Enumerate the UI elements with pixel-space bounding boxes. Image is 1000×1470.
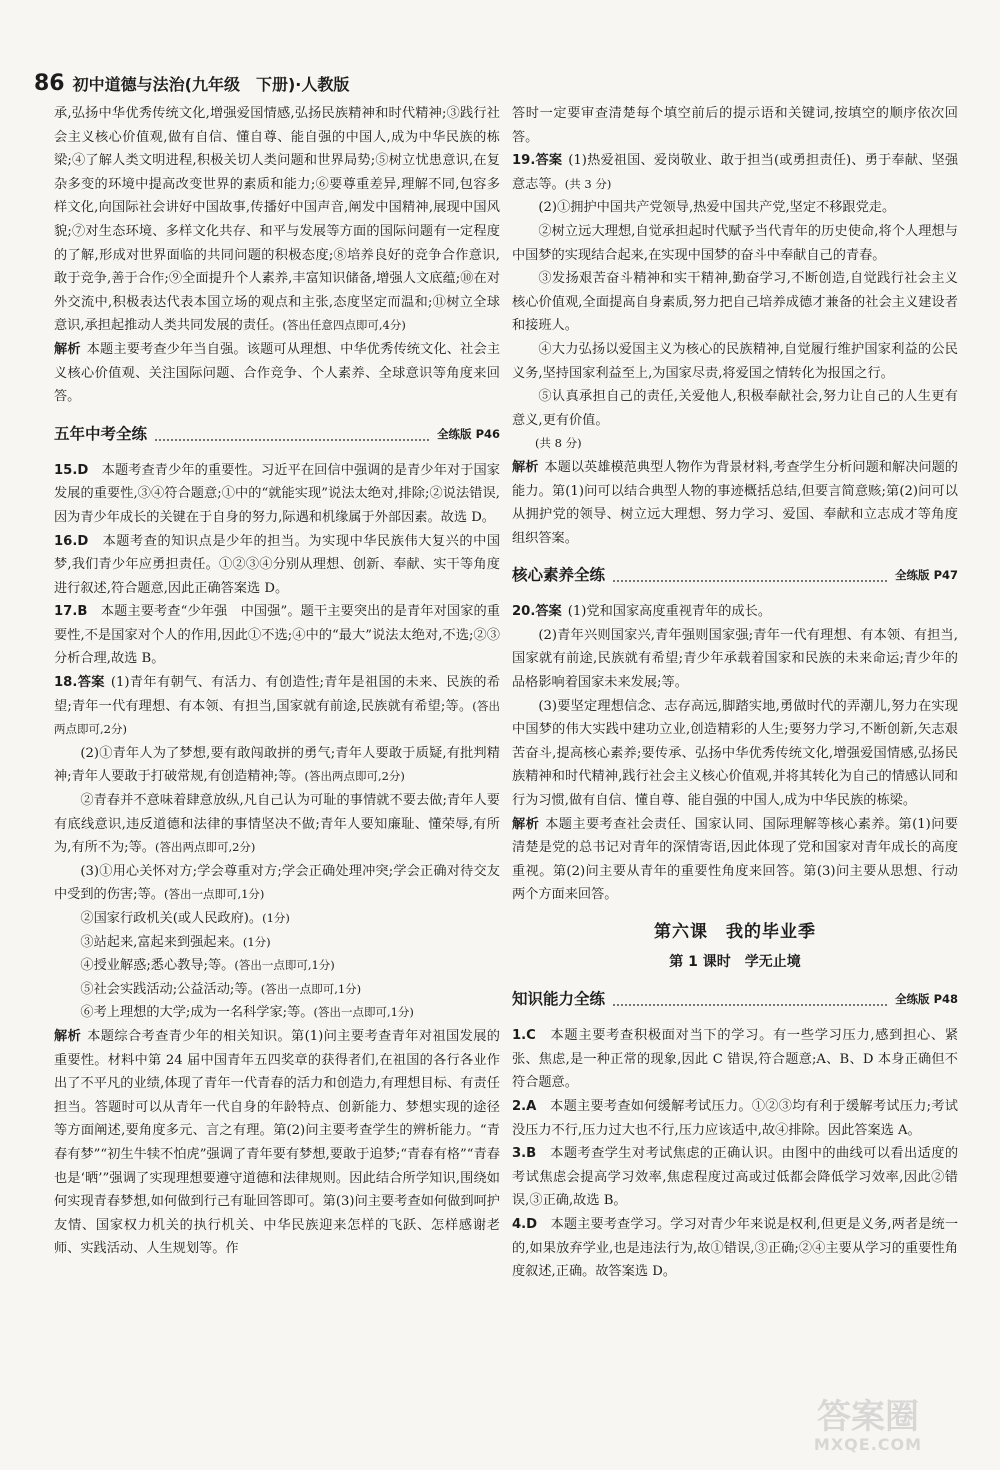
lesson-title: 第六课 我的毕业季 bbox=[654, 922, 816, 942]
answer-18-analysis: 解析 本题综合考查青少年的相关知识。第(1)问主要考查青年对祖国发展的重要性。材料中第 24 届中国青年五四奖章的获得者们,在祖国的各行各业作出了不平凡的业绩,体现了青年一代青春的活力和创造力,有理想目标、有责任担当。答题时可以从青年一代自身的年龄特点、创新能力、梦想实现的途径等方面阐述,要角度多元、言之有理。第(2)问主要考查学生的辨析能力。“青春有梦”“初生牛犊不怕虎”强调了青年要有梦想,要敢于追梦;“青春有格”“青春也是‘晒’”强调了实现理想要遵守道德和法律规则。因此结合所学知识,围绕如何实现青春梦想,如何做到行己有耻回答即可。第(3)问主要考查如何做到呵护友情、国家权力机关的执行机关、中华民族迎来怎样的飞跃、怎样感谢老师、实践活动、人生规划等。作 bbox=[54, 1028, 500, 1257]
answer-19-part-2b: ②树立远大理想,自觉承担起时代赋予当代青年的历史使命,将个人理想与中国梦的实现结合起来,在实现中国梦的奋斗中奉献自己的青春。 bbox=[512, 223, 958, 263]
right-column bbox=[512, 102, 958, 1284]
answer-20-part-3: (3)要坚定理想信念、志存高远,脚踏实地,勇做时代的弄潮儿,努力在实现中国梦的伟大实践中建功立业,创造精彩的人生;要努力学习,不断创新,矢志艰苦奋斗,提高核心素养;要传承、弘扬中华优秀传统文化,增强爱国情感,弘扬民族精神和时代精神,践行社会主义核心价值观,并将其转化为自己的情感认同和行为习惯,做有自信、懂自尊、能自强的中国人,成为中华民族的栋梁。 bbox=[512, 698, 958, 809]
dotted-leader bbox=[155, 429, 429, 441]
left-column bbox=[54, 102, 500, 1261]
answer-16: 16.D 本题考查的知识点是少年的担当。为实现中华民族伟大复兴的中国梦,我们青少年应勇担责任。①②③④分别从理想、创新、奉献、实干等角度进行叙述,符合题意,因此正确答案选 D。 bbox=[54, 533, 501, 596]
answer-19-part-2e: ⑤认真承担自己的责任,关爱他人,积极奉献社会,努力让自己的人生更有意义,更有价值。 bbox=[512, 389, 958, 428]
answer-15: 15.D 本题考查青少年的重要性。习近平在回信中强调的是青少年对于国家发展的重要性,③④符合题意;①中的“就能实现”说法太绝对,排除;②说法错误,因为青少年成长的关键在于自身的努力,际遇和机缘属于外部因素。故选 D。 bbox=[54, 462, 500, 525]
continued-answer-text: 承,弘扬中华优秀传统文化,增强爱国情感,弘扬民族精神和时代精神;③践行社会主义核心价值观,做有自信、懂自尊、能自强的中国人,成为中华民族的栋梁;④了解人类文明进程,积极关切人类问题和世界局势;⑤树立忧患意识,在复杂多变的环境中提高改变世界的素质和能力;⑥要尊重差异,理解不同,包容多样文化,向国际社会讲好中国故事,传播好中国声音,阐发中国精神,展现中国风貌;⑦对生态环境、多样文化共存、和平与发展等方面的国际问题有一定程度的了解,形成对世界面临的共同问题的积极态度;⑧培养良好的竞争合作意识,敢于竞争,善于合作;⑨全面提升个人素养,丰富知识储备,增强人文底蕴;⑩在对外交流中,积极表达代表本国立场的观点和主张,态度坚定而温和;⑪树立全球意识,承担起推动人类共同发展的责任。(答出任意四点即可,4分) bbox=[54, 106, 501, 334]
section-header-five-year bbox=[54, 417, 500, 453]
answer-19-part-2c: ③发扬艰苦奋斗精神和实干精神,勤奋学习,不断创造,自觉践行社会主义核心价值观,全面提高自身素质,努力把自己培养成德才兼备的社会主义建设者和接班人。 bbox=[512, 271, 958, 334]
answer-18-part-3e: ⑤社会实践活动;公益活动;等。(答出一点即可,1分) bbox=[80, 981, 362, 997]
answer-17: 17.B 本题主要考查“少年强 中国强”。题干主要突出的是青年对国家的重要性,不是国家对个人的作用,因此①不选;④中的“最大”说法太绝对,不选;②③分析合理,故选 B。 bbox=[54, 604, 500, 667]
section-page-ref: 全练版 P47 bbox=[895, 568, 958, 583]
answer-18-part-2a: (2)①青年人为了梦想,要有敢闯敢拼的勇气;青年人要敢于质疑,有批判精神;青年人要敢于打破常规,有创造精神;等。(答出两点即可,2分) bbox=[54, 745, 500, 785]
watermark-logo: 答案圈 MXQE.COM bbox=[813, 1397, 923, 1454]
dotted-leader bbox=[613, 994, 887, 1006]
analysis-paragraph: 解析 本题主要考查少年当自强。该题可从理想、中华优秀传统文化、社会主义核心价值观、关注国际问题、合作竞争、个人素养、全球意识等角度来回答。 bbox=[54, 341, 501, 405]
page-number: 86 bbox=[34, 70, 65, 96]
dotted-leader bbox=[613, 570, 887, 582]
answer-18-part-1: 18.答案 (1)青年有朝气、有活力、有创造性;青年是祖国的未来、民族的希望;青年一代有理想、有本领、有担当,国家就有前途,民族就有希望;等。(答出两点即可,2分) bbox=[54, 675, 501, 737]
answer-18-part-3d: ④授业解惑;悉心教导;等。(答出一点即可,1分) bbox=[80, 958, 335, 974]
book-title: 初中道德与法治(九年级 下册)·人教版 bbox=[72, 74, 350, 94]
answer-19-part-2d: ④大力弘扬以爱国主义为核心的民族精神,自觉履行维护国家利益的公民义务,坚持国家利益至上,为国家尽责,将爱国之情转化为报国之行。 bbox=[512, 341, 958, 381]
continued-analysis-text: 答时一定要审查清楚每个填空前后的提示语和关键词,按填空的顺序依次回答。 bbox=[512, 106, 958, 145]
answer-18-part-3f: ⑥考上理想的大学;成为一名科学家;等。(答出一点即可,1分) bbox=[80, 1005, 414, 1021]
answer-19-part-1: 19.答案 (1)热爱祖国、爱岗敬业、敢于担当(或勇担责任)、勇于奉献、坚强意志等。(共 3 分) bbox=[512, 153, 959, 192]
section-page-ref: 全练版 P48 bbox=[895, 992, 958, 1007]
answer-20-part-1: 20.答案 (1)党和国家高度重视青年的成长。 bbox=[512, 604, 772, 620]
answer-19-part-2a: (2)①拥护中国共产党领导,热爱中国共产党,坚定不移跟党走。 bbox=[538, 200, 896, 216]
period-title: 第 1 课时 学无止境 bbox=[669, 953, 801, 970]
page-header bbox=[34, 68, 974, 98]
answer-3: 3.B 本题考查学生对考试焦虑的正确认识。由图中的曲线可以看出适度的考试焦虑会提高学习效率,焦虑程度过高或过低都会降低学习效率,因此②错误,③正确,故选 B。 bbox=[512, 1146, 959, 1209]
section-header-knowledge bbox=[512, 982, 958, 1018]
section-title: 五年中考全练 bbox=[54, 424, 148, 443]
answer-18-part-3b: ②国家行政机关(或人民政府)。(1分) bbox=[80, 911, 290, 926]
section-header-core-literacy bbox=[512, 558, 958, 594]
answer-19-score-note: (共 8 分) bbox=[535, 436, 582, 451]
section-page-ref: 全练版 P46 bbox=[437, 426, 500, 441]
answer-20-part-2: (2)青年兴则国家兴,青年强则国家强;青年一代有理想、有本领、有担当,国家就有前途,民族就有希望;青少年承载着国家和民族的未来命运;青少年的品格影响着国家未来发展;等。 bbox=[512, 627, 958, 691]
answer-2: 2.A 本题主要考查如何缓解考试压力。①②③均有利于缓解考试压力;考试没压力不行,压力过大也不行,压力应该适中,故④排除。因此答案选 A。 bbox=[512, 1098, 958, 1138]
section-title: 知识能力全练 bbox=[512, 990, 606, 1009]
answer-18-part-3c: ③站起来,富起来到强起来。(1分) bbox=[80, 934, 271, 950]
section-title: 核心素养全练 bbox=[512, 566, 606, 585]
answer-18-part-3a: (3)①用心关怀对方;学会尊重对方;学会正确处理冲突;学会正确对待交友中受到的伤害;等。(答出一点即可,1分) bbox=[54, 863, 500, 903]
answer-18-part-2b: ②青春并不意味着肆意放纵,凡自己认为可耻的事情就不要去做;青年人要有底线意识,违反道德和法律的事情坚决不做;青年人要知廉耻、懂荣辱,有所为,有所不为;等。(答出两点即可,2分) bbox=[54, 793, 500, 856]
answer-4: 4.D 本题主要考查学习。学习对青少年来说是权利,但更是义务,两者是统一的,如果放弃学业,也是违法行为,故①错误,③正确;②④主要从学习的重要性角度叙述,正确。故答案选 D。 bbox=[512, 1216, 959, 1280]
answer-20-analysis: 解析 本题主要考查社会责任、国家认同、国际理解等核心素养。第(1)问要清楚是党的总书记对青年的深情寄语,因此体现了党和国家对青年成长的高度重视。第(2)问主要从青年的重要性角度来回答。第(3)问主要从思想、行动两个方面来回答。 bbox=[512, 816, 958, 903]
answer-1: 1.C 本题主要考查积极面对当下的学习。有一些学习压力,感到担心、紧张、焦虑,是一种正常的现象,因此 C 错误,符合题意;A、B、D 本身正确但不符合题意。 bbox=[512, 1028, 959, 1091]
answer-19-analysis: 解析 本题以英雄模范典型人物作为背景材料,考查学生分析问题和解决问题的能力。第(1)问可以结合典型人物的事迹概括总结,但要言简意赅;第(2)问可以从拥护党的领导、树立远大理想、努力学习、爱国、奉献和立志成才等角度组织答案。 bbox=[512, 459, 958, 546]
